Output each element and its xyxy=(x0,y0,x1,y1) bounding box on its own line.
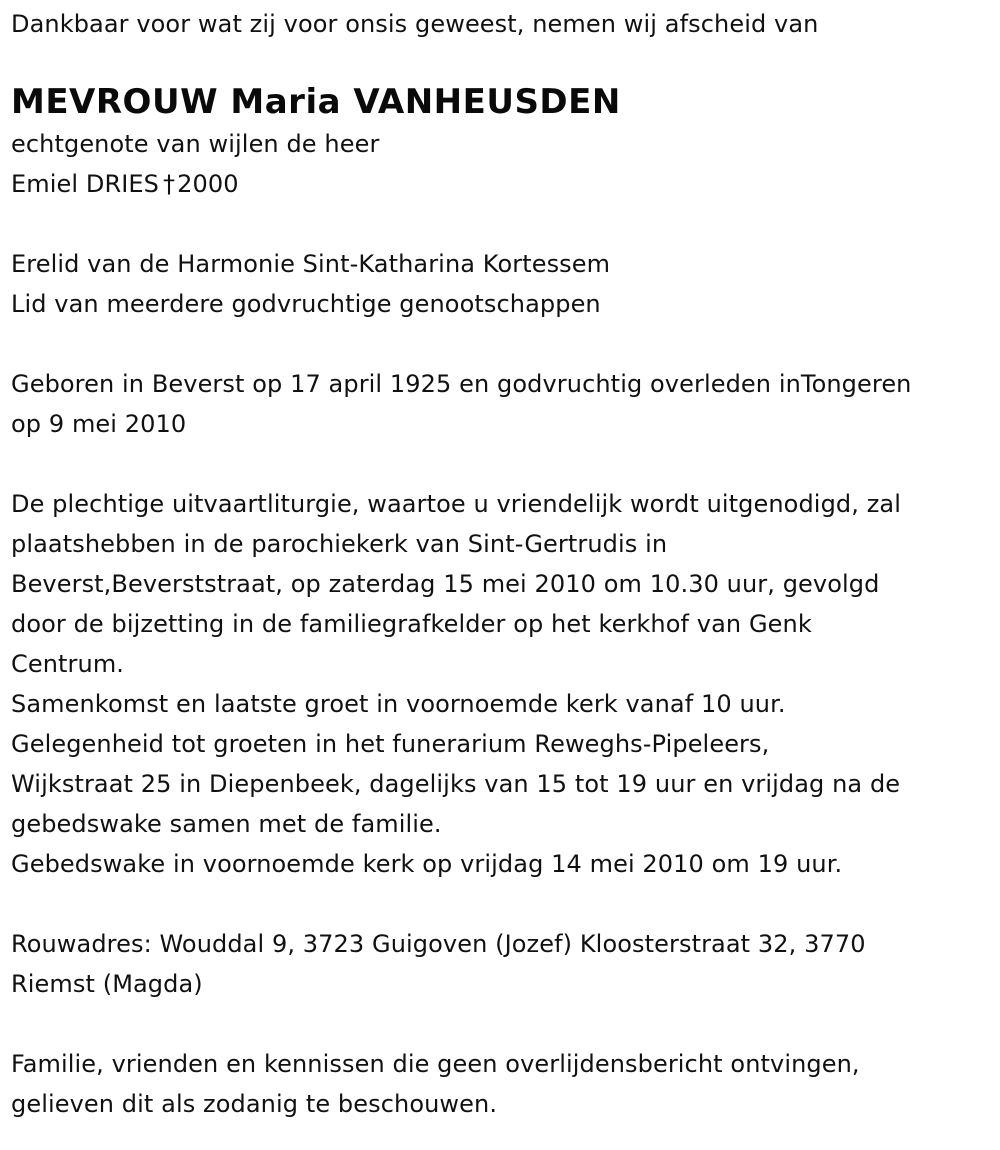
cross-icon: † xyxy=(163,170,176,198)
membership-line: Erelid van de Harmonie Sint-Katharina Kortessem xyxy=(11,250,611,278)
intro-text: Dankbaar voor wat zij voor onsis geweest, nemen wij afscheid van xyxy=(11,10,819,38)
closing-line: gelieven dit als zodanig te beschouwen. xyxy=(11,1090,498,1118)
funeral-line: gebedswake samen met de familie. xyxy=(11,810,442,838)
spacer xyxy=(11,44,996,80)
funeral-line: Samenkomst en laatste groet in voornoemde kerk vanaf 10 uur. xyxy=(11,690,786,718)
funeral-line: Beverst,Beverststraat, op zaterdag 15 mei 2010 om 10.30 uur, gevolgd xyxy=(11,570,880,598)
spacer xyxy=(11,884,996,924)
spouse-name-line xyxy=(11,164,996,204)
spacer xyxy=(11,324,996,364)
funeral-line: Wijkstraat 25 in Diepenbeek, dagelijks van 15 tot 19 uur en vrijdag na de xyxy=(11,770,901,798)
spacer xyxy=(11,444,996,484)
funeral-line: door de bijzetting in de familiegrafkelder op het kerkhof van Genk xyxy=(11,610,812,638)
address-line: Rouwadres: Wouddal 9, 3723 Guigoven (Jozef) Kloosterstraat 32, 3770 xyxy=(11,930,866,958)
spacer xyxy=(11,204,996,244)
spouse-death-year: 2000 xyxy=(177,170,239,198)
spacer xyxy=(11,1004,996,1044)
funeral-line: De plechtige uitvaartliturgie, waartoe u vriendelijk wordt uitgenodigd, zal xyxy=(11,490,901,518)
obituary-notice xyxy=(11,4,996,1124)
membership-line: Lid van meerdere godvruchtige genootschappen xyxy=(11,290,601,318)
funeral-line: Gelegenheid tot groeten in het funerarium Reweghs-Pipeleers, xyxy=(11,730,770,758)
spouse-line: echtgenote van wijlen de heer xyxy=(11,130,380,158)
funeral-line: Centrum. xyxy=(11,650,125,678)
birth-death-line: Geboren in Beverst op 17 april 1925 en godvruchtig overleden inTongeren xyxy=(11,370,912,398)
spouse-name: Emiel DRIES xyxy=(11,170,160,198)
funeral-line: plaatshebben in de parochiekerk van Sint-Gertrudis in xyxy=(11,530,668,558)
deceased-name: MEVROUW Maria VANHEUSDEN xyxy=(11,82,621,122)
birth-death-line: op 9 mei 2010 xyxy=(11,410,187,438)
closing-line: Familie, vrienden en kennissen die geen overlijdensbericht ontvingen, xyxy=(11,1050,860,1078)
address-line: Riemst (Magda) xyxy=(11,970,203,998)
funeral-line: Gebedswake in voornoemde kerk op vrijdag 14 mei 2010 om 19 uur. xyxy=(11,850,843,878)
